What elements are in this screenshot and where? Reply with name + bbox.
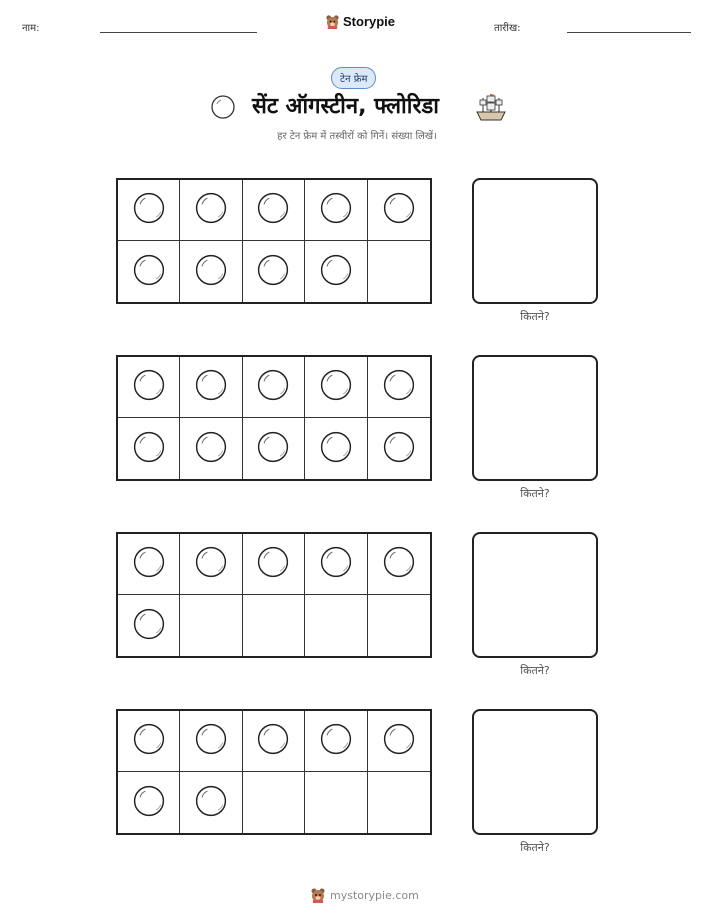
bubble-icon xyxy=(193,367,229,407)
ten-frame-cell xyxy=(118,241,180,302)
bubble-icon xyxy=(318,190,354,230)
ten-frame-cell xyxy=(243,241,305,302)
ten-frame-cell xyxy=(243,534,305,595)
bear-mascot-icon xyxy=(325,14,340,29)
footer-url[interactable]: mystorypie.com xyxy=(330,888,419,902)
answer-label: कितने? xyxy=(520,841,550,854)
ten-frame-cell xyxy=(180,241,242,302)
ten-frame-cell xyxy=(305,534,367,595)
bubble-icon xyxy=(193,429,229,469)
ten-frame-cell xyxy=(305,357,367,418)
ten-frame xyxy=(116,532,432,658)
ten-frame-cell xyxy=(368,534,430,595)
ten-frame-cell xyxy=(243,595,305,656)
bubble-icon xyxy=(131,544,167,584)
bubble-icon xyxy=(131,429,167,469)
ten-frame-cell xyxy=(180,711,242,772)
ten-frame-cell xyxy=(118,772,180,833)
bubble-icon xyxy=(318,544,354,584)
ten-frame-cell xyxy=(305,711,367,772)
bubble-icon xyxy=(193,190,229,230)
name-line[interactable] xyxy=(100,32,257,33)
ten-frame-cell xyxy=(305,241,367,302)
answer-box[interactable] xyxy=(472,532,598,658)
bubble-icon xyxy=(193,544,229,584)
ten-frame-cell xyxy=(243,357,305,418)
ten-frame-cell xyxy=(180,180,242,241)
answer-label: कितने? xyxy=(520,664,550,677)
ten-frame-cell xyxy=(118,534,180,595)
bubble-icon xyxy=(381,544,417,584)
answer-box[interactable] xyxy=(472,178,598,304)
bubble-icon xyxy=(255,721,291,761)
ten-frame-cell xyxy=(368,711,430,772)
bubble-icon xyxy=(318,252,354,292)
ten-frame-cell xyxy=(243,180,305,241)
answer-box[interactable] xyxy=(472,355,598,481)
bubble-icon xyxy=(318,367,354,407)
ten-frame-cell xyxy=(180,595,242,656)
bubble-icon xyxy=(318,721,354,761)
bubble-icon xyxy=(131,783,167,823)
ten-frame-cell xyxy=(180,357,242,418)
ten-frame-cell xyxy=(368,357,430,418)
bubble-icon xyxy=(131,252,167,292)
ten-frame-cell xyxy=(305,418,367,479)
ten-frame-cell xyxy=(118,418,180,479)
bubble-icon xyxy=(255,429,291,469)
bubble-icon xyxy=(193,783,229,823)
bubble-icon xyxy=(193,252,229,292)
page-title: सेंट ऑगस्टीन, फ्लोरिडा xyxy=(252,94,439,119)
ship-icon xyxy=(474,90,508,124)
bubble-icon xyxy=(131,190,167,230)
ten-frame-cell xyxy=(180,772,242,833)
footer xyxy=(310,887,419,903)
bubble-icon xyxy=(381,190,417,230)
ten-frame-cell xyxy=(118,180,180,241)
brand-logo xyxy=(325,14,395,29)
topic-badge: टेन फ्रेम xyxy=(331,67,376,89)
bubble-icon xyxy=(255,367,291,407)
bubble-icon xyxy=(381,721,417,761)
ten-frame-cell xyxy=(305,595,367,656)
ten-frame xyxy=(116,709,432,835)
answer-box[interactable] xyxy=(472,709,598,835)
ten-frame-cell xyxy=(305,772,367,833)
bubble-icon xyxy=(381,429,417,469)
ten-frame-cell xyxy=(118,595,180,656)
bubble-icon xyxy=(131,367,167,407)
bubble-icon xyxy=(210,94,236,120)
ten-frame-cell xyxy=(243,711,305,772)
ten-frame-cell xyxy=(118,357,180,418)
name-label: नाम: xyxy=(22,23,40,34)
ten-frame-cell xyxy=(118,711,180,772)
bubble-icon xyxy=(255,252,291,292)
bubble-icon xyxy=(193,721,229,761)
ten-frame-cell xyxy=(180,418,242,479)
ten-frame-cell xyxy=(368,180,430,241)
date-line[interactable] xyxy=(567,32,691,33)
ten-frame-cell xyxy=(368,595,430,656)
bubble-icon xyxy=(131,606,167,646)
bubble-icon xyxy=(131,721,167,761)
date-label: तारीख: xyxy=(494,23,521,34)
bubble-icon xyxy=(255,190,291,230)
ten-frame xyxy=(116,355,432,481)
bear-mascot-icon xyxy=(310,887,326,903)
ten-frame-cell xyxy=(180,534,242,595)
bubble-icon xyxy=(255,544,291,584)
ten-frame-cell xyxy=(368,241,430,302)
answer-label: कितने? xyxy=(520,310,550,323)
ten-frame-cell xyxy=(243,772,305,833)
ten-frame-cell xyxy=(368,418,430,479)
bubble-icon xyxy=(318,429,354,469)
ten-frame-cell xyxy=(243,418,305,479)
bubble-icon xyxy=(381,367,417,407)
ten-frame-cell xyxy=(305,180,367,241)
ten-frame xyxy=(116,178,432,304)
answer-label: कितने? xyxy=(520,487,550,500)
brand-name: Storypie xyxy=(343,14,396,29)
ten-frame-cell xyxy=(368,772,430,833)
instructions: हर टेन फ्रेम में तस्वीरों को गिनें। संख्या लिखें। xyxy=(277,131,437,142)
